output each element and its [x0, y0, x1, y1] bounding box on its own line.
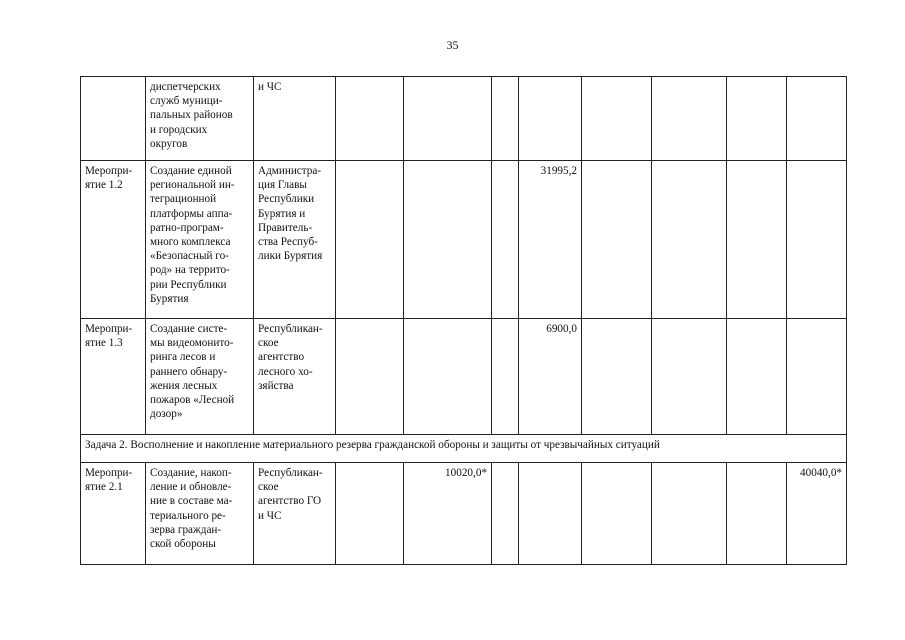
value-cell — [582, 161, 652, 319]
activity-code: Меропри- ятие 1.2 — [81, 161, 146, 319]
activity-code: Меропри- ятие 2.1 — [81, 463, 146, 565]
value-cell — [404, 319, 492, 435]
value-cell — [582, 77, 652, 161]
activity-name: Создание, накоп- ление и обновле- ние в составе ма- териального ре- зерва граждан- ской обороны — [146, 463, 254, 565]
value-cell — [404, 77, 492, 161]
table-row — [81, 161, 847, 319]
value-cell — [727, 319, 787, 435]
task-row — [81, 435, 847, 463]
value-cell: 6900,0 — [519, 319, 582, 435]
value-cell — [787, 319, 847, 435]
value-cell — [336, 319, 404, 435]
table-row — [81, 463, 847, 565]
value-cell — [492, 463, 519, 565]
value-cell — [652, 77, 727, 161]
value-cell — [519, 77, 582, 161]
activity-executor: Республикан- ское агентство лесного хо- зяйства — [254, 319, 336, 435]
task-heading — [81, 435, 847, 463]
activity-code: Меропри- ятие 1.3 — [81, 319, 146, 435]
table-row — [81, 77, 847, 161]
value-cell — [404, 161, 492, 319]
value-cell — [582, 319, 652, 435]
value-cell — [519, 463, 582, 565]
activity-name: Создание систе- мы видеомонито- ринга лесов и раннего обнару- жения лесных пожаров «Лесной дозор» — [146, 319, 254, 435]
budget-table — [80, 76, 847, 565]
value-cell — [492, 319, 519, 435]
page-number: 35 — [446, 38, 459, 52]
value-cell — [727, 463, 787, 565]
value-cell — [582, 463, 652, 565]
value-cell — [727, 161, 787, 319]
value-cell — [336, 77, 404, 161]
value-cell — [787, 161, 847, 319]
activity-name: Создание единой региональной ин- теграционной платформы аппа- ратно-програм- много комплекса «Безопасный го- род» на террито- рии Республики Бурятия — [146, 161, 254, 319]
activity-executor: Администра- ция Главы Республики Бурятия и Правитель- ства Респуб- лики Бурятия — [254, 161, 336, 319]
activity-code — [81, 77, 146, 161]
value-cell — [492, 161, 519, 319]
value-cell — [652, 161, 727, 319]
value-cell — [336, 161, 404, 319]
task-heading-text: Задача 2. Восполнение и накопление материального резерва гражданской обороны и защиты от чрезвычайных ситуаций — [85, 439, 660, 451]
activity-executor: и ЧС — [254, 77, 336, 161]
value-cell — [787, 77, 847, 161]
value-cell: 10020,0* — [404, 463, 492, 565]
value-cell — [727, 77, 787, 161]
value-cell — [492, 77, 519, 161]
table-row — [81, 319, 847, 435]
value-cell: 40040,0* — [787, 463, 847, 565]
value-cell — [652, 319, 727, 435]
value-cell — [336, 463, 404, 565]
value-cell — [652, 463, 727, 565]
activity-executor: Республикан- ское агентство ГО и ЧС — [254, 463, 336, 565]
value-cell: 31995,2 — [519, 161, 582, 319]
activity-name: диспетчерских служб муници- пальных районов и городских округов — [146, 77, 254, 161]
